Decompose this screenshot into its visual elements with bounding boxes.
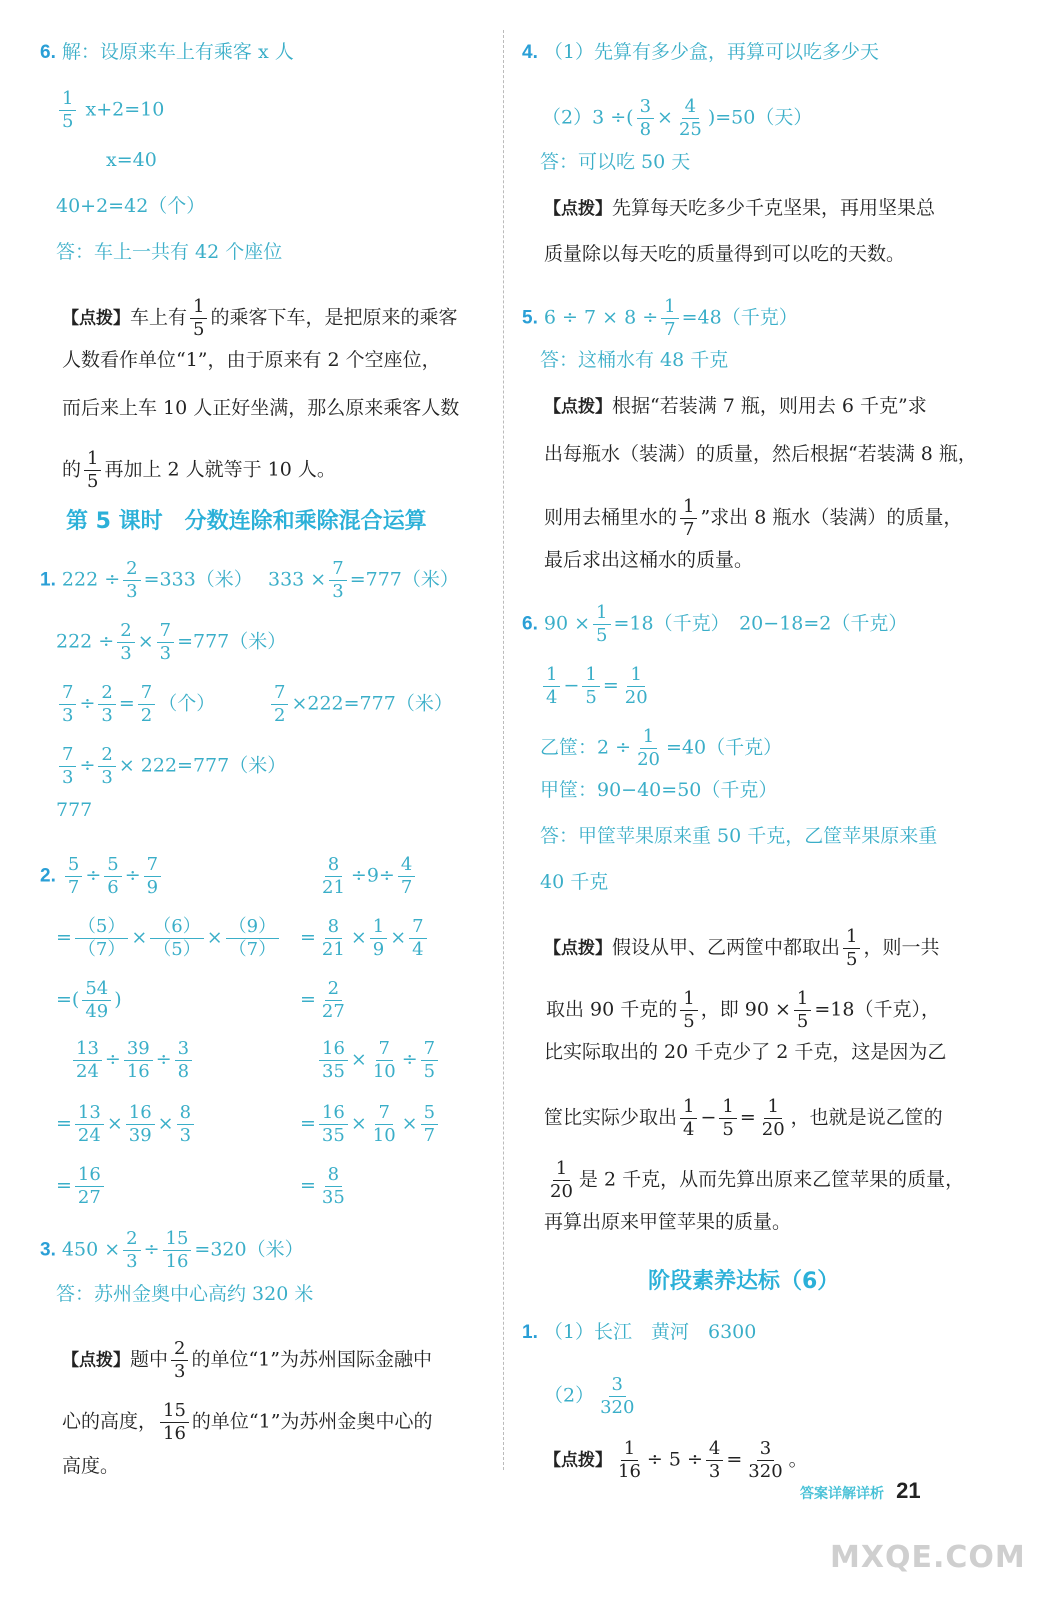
fraction: $\frac{2}{3}$ [117, 622, 134, 663]
q6-answer: 答：车上一共有 42 个座位 [56, 241, 283, 263]
q6-setup: 解：设原来车上有乘客 x 人 [61, 41, 294, 63]
fraction: $\frac{3}{8}$ [637, 98, 654, 139]
r-q6-tip-line-2: 取出 90 千克的 $\frac{1}{5}$ ，即 90 × $\frac{1}{5}$ =18（千克）， [546, 988, 940, 1032]
q2-d-row-1: $\frac{16}{35}$ × $\frac{7}{10}$ ÷ $\frac{7}{5}$ [316, 1040, 441, 1081]
fraction: $\frac{8}{21}$ [321, 916, 345, 960]
fraction: $\frac{(9)}{(7)}$ [226, 918, 279, 959]
footer-label: 答案详解详析 [800, 1485, 884, 1501]
question-number: 2. [40, 865, 56, 887]
question-number: 4. [522, 42, 538, 63]
q1-row-5: 777 [56, 799, 93, 821]
fraction: $\frac{7}{3}$ [59, 684, 76, 725]
q2-d-row-2: = $\frac{16}{35}$ × $\frac{7}{10}$ × $\frac{5}{7}$ [300, 1104, 441, 1145]
q5-tip-line-4: 最后求出这桶水的质量。 [544, 549, 754, 571]
r-q6-tip-line-5: $\frac{1}{20}$ 是 2 千克，从而先算出原来乙筐苹果的质量， [544, 1160, 964, 1201]
fraction: $\frac{1}{5}$ [593, 604, 610, 645]
fraction: $\frac{1}{5}$ [843, 928, 860, 969]
q6-heading [40, 40, 294, 65]
fraction: $\frac{1}{20}$ [637, 726, 660, 770]
fraction: $\frac{16}{35}$ [319, 1040, 348, 1081]
fraction: $\frac{4}{3}$ [706, 1440, 723, 1481]
r-q6-answer-1: 答：甲筐苹果原来重 50 千克，乙筐苹果原来重 [540, 825, 938, 847]
fraction: $\frac{1}{20}$ [761, 1096, 785, 1140]
q1-row-1b: 333 × $\frac{7}{3}$ =777（米） [268, 558, 459, 602]
fraction: $\frac{16}{35}$ [319, 1104, 348, 1145]
fraction: $\frac{7}{5}$ [421, 1040, 438, 1081]
r-q6-tip-line-1: 【点拨】假设从甲、乙两筐中都取出 $\frac{1}{5}$ ，则一共 [544, 926, 940, 970]
q5-tip-line-2: 出每瓶水（装满）的质量，然后根据“若装满 8 瓶， [544, 443, 977, 465]
q4-line-1: 4. （1）先算有多少盒，再算可以吃多少天 [522, 41, 879, 63]
fraction: $\frac{1}{4}$ [680, 1098, 697, 1139]
fraction: $\frac{7}{4}$ [409, 918, 426, 959]
fraction: $\frac{1}{5}$ [190, 298, 207, 339]
q1-row-1: 1. 222 ÷ $\frac{2}{3}$ =333（米） [40, 558, 253, 602]
r-q6-tip-line-4: 筐比实际少取出 $\frac{1}{4}$ − $\frac{1}{5}$ = $\frac{1}{20}$ ，也就是说乙筐的 [544, 1096, 943, 1140]
fraction: $\frac{5}{6}$ [104, 856, 121, 897]
fraction: $\frac{1}{5}$ [84, 450, 101, 491]
q2-b-row-2: = $\frac{8}{21}$ × $\frac{1}{9}$ × $\frac{7}{4}$ [300, 918, 430, 959]
fraction: $\frac{13}{24}$ [75, 1104, 104, 1145]
fraction: $\frac{3}{320}$ [600, 1374, 635, 1418]
q5-tip-line-1: 【点拨】根据“若装满 7 瓶，则用去 6 千克”求 [544, 395, 927, 417]
fraction: $\frac{1}{7}$ [680, 498, 697, 539]
q1-row-2: 222 ÷ $\frac{2}{3}$ × $\frac{7}{3}$ =777（米） [56, 620, 287, 664]
fraction: $\frac{1}{4}$ [543, 666, 560, 707]
fraction: $\frac{7}{3}$ [157, 622, 174, 663]
fraction: $\frac{15}{16}$ [160, 1402, 189, 1443]
q6-equation-1: $\frac{1}{5}$ x+2=10 [56, 90, 164, 131]
q3-tip-line-1: 【点拨】题中 $\frac{2}{3}$ 的单位“1”为苏州国际金融中 [62, 1338, 432, 1382]
fraction: $\frac{2}{3}$ [123, 1230, 140, 1271]
fraction: $\frac{13}{24}$ [73, 1040, 102, 1081]
q6-equation-3: 40+2=42（个） [56, 195, 206, 217]
r-q6-tip-line-6: 再算出原来甲筐苹果的质量。 [544, 1211, 792, 1233]
q6-tip-line-4: 的 $\frac{1}{5}$ 再加上 2 人就等于 10 人。 [62, 448, 336, 492]
fraction: $\frac{1}{20}$ [624, 664, 648, 708]
fraction: $\frac{1}{5}$ [794, 990, 811, 1031]
q2-c-row-3: = $\frac{16}{27}$ [56, 1166, 107, 1207]
q2-b-row-3: = $\frac{2}{27}$ [300, 980, 351, 1021]
q4-tip-line-1: 【点拨】先算每天吃多少千克坚果，再用坚果总 [544, 197, 936, 219]
stage-title: 阶段素养达标（6） [648, 1269, 840, 1294]
fraction: $\frac{16}{39}$ [126, 1104, 155, 1145]
q1-row-3b: $\frac{7}{2}$ ×222=777（米） [268, 684, 453, 725]
watermark-logo: MXQE.COM [830, 1540, 1026, 1575]
fraction: $\frac{2}{3}$ [123, 560, 140, 601]
q2-b-row-1: $\frac{8}{21}$ ÷9÷ $\frac{4}{7}$ [316, 856, 418, 897]
r-q6-tip-line-3: 比实际取出的 20 千克少了 2 千克，这是因为乙 [544, 1041, 947, 1063]
tip-label: 【点拨】 [544, 199, 612, 219]
r-q6-line-2: $\frac{1}{4}$ − $\frac{1}{5}$ = $\frac{1}{20}$ [540, 666, 654, 707]
fraction: $\frac{7}{9}$ [144, 856, 161, 897]
fraction: $\frac{7}{3}$ [59, 746, 76, 787]
fraction: $\frac{7}{3}$ [329, 560, 346, 601]
question-number: 5. [522, 307, 538, 329]
q2-a-row-2: = $\frac{(5)}{(7)}$ × $\frac{(6)}{(5)}$ × $\frac{(9)}{(7)}$ [56, 918, 282, 959]
q6-tip-line-3: 而后来上车 10 人正好坐满，那么原来乘客人数 [62, 397, 460, 419]
fraction: $\frac{1}{20}$ [550, 1158, 573, 1202]
fraction: $\frac{7}{10}$ [372, 1038, 396, 1082]
q6-tip-line-1: 【点拨】车上有 $\frac{1}{5}$ 的乘客下车，是把原来的乘客 [62, 296, 458, 340]
q2-a-row-3: =( $\frac{54}{49}$ ) [56, 978, 122, 1022]
fraction: $\frac{8}{21}$ [322, 854, 345, 898]
fraction: $\frac{7}{2}$ [138, 684, 155, 725]
q2-d-row-3: = $\frac{8}{35}$ [300, 1166, 351, 1207]
q1-row-4: $\frac{7}{3}$ ÷ $\frac{2}{3}$ × 222=777（米） [56, 746, 286, 787]
fraction: $\frac{1}{5}$ [719, 1098, 736, 1139]
fraction: $\frac{7}{10}$ [372, 1102, 396, 1146]
q6-equation-2: x=40 [106, 149, 157, 171]
fraction: $\frac{8}{3}$ [177, 1104, 194, 1145]
fraction: $\frac{2}{3}$ [98, 684, 115, 725]
r-q6-line-1: 6. 90 × $\frac{1}{5}$ =18（千克） 20−18=2（千克） [522, 602, 908, 646]
tip-label: 【点拨】 [544, 938, 612, 959]
fraction: $\frac{(5)}{(7)}$ [75, 918, 128, 959]
question-number: 1. [40, 569, 56, 591]
question-number: 1. [522, 1322, 538, 1343]
fraction: $\frac{5}{7}$ [421, 1104, 438, 1145]
q2-a-row-1: 2. $\frac{5}{7}$ ÷ $\frac{5}{6}$ ÷ $\frac{7}{9}$ [40, 856, 164, 897]
fraction: $\frac{3}{8}$ [175, 1040, 192, 1081]
fraction: $\frac{54}{49}$ [82, 980, 111, 1021]
fraction: $\frac{5}{7}$ [65, 856, 82, 897]
q3-answer: 答：苏州金奥中心高约 320 米 [56, 1283, 314, 1305]
s1-line-1: 1. （1）长江 黄河 6300 [522, 1321, 757, 1343]
fraction: $\frac{15}{16}$ [163, 1230, 192, 1271]
q5-tip-line-3: 则用去桶里水的 $\frac{1}{7}$ ”求出 8 瓶水（装满）的质量， [544, 496, 963, 540]
fraction: $\frac{7}{2}$ [271, 684, 288, 725]
q5-answer: 答：这桶水有 48 千克 [540, 349, 729, 371]
fraction: $\frac{2}{27}$ [321, 978, 345, 1022]
fraction: $\frac{1}{16}$ [618, 1438, 641, 1482]
r-q6-answer-2: 40 千克 [540, 871, 609, 893]
tip-label: 【点拨】 [544, 397, 612, 417]
q4-line-2: （2）3 ÷( $\frac{3}{8}$ × $\frac{4}{25}$ )=50（天） [542, 96, 813, 140]
fraction: $\frac{4}{7}$ [398, 856, 415, 897]
q4-answer: 答：可以吃 50 天 [540, 151, 691, 173]
q2-c-row-2: = $\frac{13}{24}$ × $\frac{16}{39}$ × $\frac{8}{3}$ [56, 1104, 197, 1145]
r-q6-line-4: 甲筐：90−40=50（千克） [540, 779, 778, 801]
fraction: $\frac{1}{5}$ [582, 666, 599, 707]
fraction: $\frac{2}{3}$ [98, 746, 115, 787]
question-number: 3. [40, 1239, 56, 1261]
section-title: 第 5 课时 分数连除和乘除混合运算 [66, 509, 427, 534]
question-number: 6. [522, 613, 538, 635]
fraction: $\frac{3}{320}$ [748, 1438, 783, 1482]
fraction: $\frac{(6)}{(5)}$ [150, 918, 203, 959]
fraction: $\frac{8}{35}$ [321, 1164, 345, 1208]
q2-c-row-1: $\frac{13}{24}$ ÷ $\frac{39}{16}$ ÷ $\frac{3}{8}$ [70, 1040, 195, 1081]
tip-label: 【点拨】 [544, 1450, 612, 1471]
q6-tip-line-2: 人数看作单位“1”，由于原来有 2 个空座位， [62, 349, 441, 371]
fraction: $\frac{4}{25}$ [678, 96, 702, 140]
fraction: $\frac{1}{5}$ [59, 90, 76, 131]
q3-equation: 3. 450 × $\frac{2}{3}$ ÷ $\frac{15}{16}$ =320（米） [40, 1228, 304, 1272]
q5-equation: 5. 6 ÷ 7 × 8 ÷ $\frac{1}{7}$ =48（千克） [522, 296, 798, 340]
fraction: $\frac{1}{7}$ [661, 298, 678, 339]
s1-line-2: （2） $\frac{3}{320}$ [544, 1376, 640, 1417]
page-number: 21 [896, 1478, 921, 1503]
q3-tip-line-3: 高度。 [62, 1455, 120, 1477]
question-number: 6. [40, 42, 56, 63]
fraction: $\frac{1}{5}$ [680, 990, 697, 1031]
s1-tip: 【点拨】 $\frac{1}{16}$ ÷ 5 ÷ $\frac{4}{3}$ = $\frac{3}{320}$ 。 [544, 1438, 808, 1482]
fraction: $\frac{39}{16}$ [124, 1040, 153, 1081]
fraction: $\frac{16}{27}$ [75, 1166, 104, 1207]
r-q6-line-3: 乙筐：2 ÷ $\frac{1}{20}$ =40（千克） [540, 726, 783, 770]
page-footer [800, 1478, 921, 1504]
q1-row-3: $\frac{7}{3}$ ÷ $\frac{2}{3}$ = $\frac{7}{2}$ （个） [56, 684, 215, 725]
fraction: $\frac{1}{9}$ [370, 918, 387, 959]
tip-label: 【点拨】 [62, 308, 130, 329]
tip-label: 【点拨】 [62, 1350, 130, 1371]
q3-tip-line-2: 心的高度， $\frac{15}{16}$ 的单位“1”为苏州金奥中心的 [62, 1400, 433, 1444]
column-divider [503, 30, 504, 1470]
fraction: $\frac{2}{3}$ [171, 1340, 188, 1381]
q4-tip-line-2: 质量除以每天吃的质量得到可以吃的天数。 [544, 243, 906, 265]
